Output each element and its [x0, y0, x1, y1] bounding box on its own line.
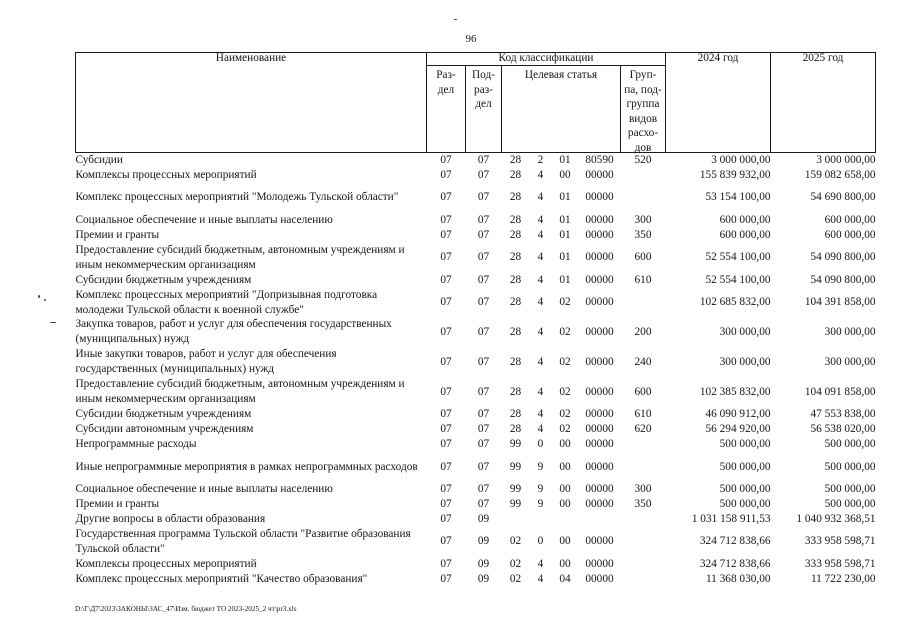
row-expense-group-code [621, 527, 666, 557]
row-target-element-code: 01 [559, 273, 571, 286]
row-target-direction-code: 00000 [585, 535, 614, 548]
table-row [76, 317, 876, 347]
row-subsection-code: 09 [477, 512, 490, 525]
scan-speck [50, 322, 56, 323]
row-subsection-code: 09 [477, 557, 490, 570]
row-target-direction-code: 00000 [585, 213, 614, 226]
row-amount-2024: 500 000,00 [719, 482, 771, 495]
row-section-code: 07 [440, 497, 452, 510]
row-name: Комплекс процессных мероприятий "Допризывная подготовка молодежи Тульской области к военной службе" [75, 288, 378, 316]
row-target-element-code: 02 [559, 423, 571, 436]
row-target-direction-code: 00000 [585, 296, 614, 309]
column-header-2024-label: 2024 год [697, 52, 739, 64]
row-expense-group-code: 610 [634, 273, 652, 286]
row-name: Государственная программа Тульской области "Развитие образования Тульской области" [75, 527, 411, 555]
row-amount-2025: 500 000,00 [824, 482, 876, 495]
row-subsection-code: 07 [477, 251, 490, 264]
row-target-element-type-code: 4 [537, 228, 544, 241]
row-target-element-type-code: 4 [537, 168, 544, 181]
row-amount-2025: 333 958 598,71 [804, 557, 876, 570]
row-expense-group-code: 350 [634, 497, 652, 510]
row-section-code: 07 [440, 460, 452, 473]
row-target-element-code: 02 [559, 385, 571, 398]
row-target-program-code: 28 [509, 168, 522, 181]
table-row [76, 347, 876, 377]
row-target-element-code: 00 [559, 535, 571, 548]
row-target-element-type-code: 4 [537, 423, 544, 436]
column-header-subsection [466, 66, 502, 153]
table-row [76, 377, 876, 407]
row-target-program-code: 28 [509, 423, 522, 436]
row-subsection-code: 07 [477, 482, 490, 495]
row-name: Социальное обеспечение и иные выплаты населению [75, 482, 333, 495]
table-row [76, 422, 876, 437]
row-target-direction-code: 00000 [585, 572, 614, 585]
row-amount-2024: 11 368 030,00 [705, 572, 771, 585]
row-section-code: 07 [440, 557, 452, 570]
row-target-element-type-code: 4 [537, 408, 544, 421]
row-target-direction-code: 00000 [585, 273, 614, 286]
row-target-element-type-code: 4 [537, 572, 544, 585]
row-target-element-type-code: 2 [537, 154, 544, 166]
row-amount-2024: 52 554 100,00 [705, 273, 771, 286]
row-expense-group-code: 600 [634, 251, 652, 264]
row-target-program-code: 28 [509, 228, 522, 241]
row-section-code: 07 [440, 228, 452, 241]
row-target-element-code: 01 [559, 228, 571, 241]
row-name: Комплексы процессных мероприятий [75, 557, 257, 570]
row-target-program-code: 02 [509, 572, 522, 585]
row-target-direction-code: 00000 [585, 168, 614, 181]
row-name: Другие вопросы в области образования [75, 512, 266, 525]
scan-speck [38, 295, 40, 298]
row-amount-2024: 1 031 158 911,53 [691, 512, 771, 525]
row-expense-group-code [621, 512, 666, 527]
row-name: Комплекс процессных мероприятий "Качество образования" [75, 572, 368, 585]
row-subsection-code: 07 [477, 296, 490, 309]
row-target-element-type-code: 4 [537, 385, 544, 398]
row-subsection-code: 09 [477, 572, 490, 585]
row-name: Субсидии автономным учреждениям [75, 423, 254, 436]
row-section-code: 07 [440, 355, 452, 368]
table-row [76, 437, 876, 452]
row-amount-2024: 500 000,00 [719, 460, 771, 473]
row-section-code: 07 [440, 423, 452, 436]
row-amount-2024: 300 000,00 [719, 355, 771, 368]
row-target-direction-code: 00000 [585, 557, 614, 570]
row-target-element-type-code: 4 [537, 355, 544, 368]
table-row [76, 407, 876, 422]
row-expense-group-code: 350 [634, 228, 652, 241]
row-target-direction-code: 00000 [585, 497, 614, 510]
row-amount-2024: 324 712 838,66 [699, 557, 771, 570]
row-target-direction-code: 80590 [585, 154, 614, 166]
row-name: Субсидии бюджетным учреждениям [75, 408, 252, 421]
table-row [76, 213, 876, 228]
row-subsection-code: 07 [477, 325, 490, 338]
row-amount-2025: 54 090 800,00 [810, 251, 876, 264]
scan-speck [44, 299, 46, 301]
row-amount-2024: 102 385 832,00 [699, 385, 771, 398]
row-section-code: 07 [440, 168, 452, 181]
row-section-code: 07 [440, 512, 452, 525]
row-amount-2024: 500 000,00 [719, 497, 771, 510]
table-row [76, 572, 876, 587]
row-target-element-code [552, 512, 579, 527]
row-amount-2025: 11 722 230,00 [810, 572, 876, 585]
row-section-code: 07 [440, 191, 452, 204]
row-name: Премии и гранты [75, 228, 160, 241]
row-target-element-type-code: 0 [537, 535, 544, 548]
row-amount-2025: 56 538 020,00 [810, 423, 876, 436]
table-body [76, 153, 876, 587]
table-row [76, 482, 876, 497]
row-target-element-code: 00 [559, 557, 571, 570]
row-subsection-code: 07 [477, 438, 490, 451]
row-amount-2024: 600 000,00 [719, 213, 771, 226]
row-amount-2025: 300 000,00 [824, 325, 876, 338]
row-target-direction-code: 00000 [585, 228, 614, 241]
row-amount-2025: 333 958 598,71 [804, 535, 876, 548]
column-header-section [427, 66, 466, 153]
row-name: Премии и гранты [75, 497, 160, 510]
row-amount-2024: 300 000,00 [719, 325, 771, 338]
table-row [76, 243, 876, 273]
table-row [76, 512, 876, 527]
row-section-code: 07 [440, 438, 452, 451]
row-amount-2024: 155 839 932,00 [699, 168, 771, 181]
row-target-element-type-code: 4 [537, 325, 544, 338]
budget-table [75, 52, 876, 587]
column-header-expense-group [621, 66, 666, 153]
row-amount-2024: 53 154 100,00 [705, 191, 771, 204]
row-target-element-code: 02 [559, 355, 571, 368]
row-target-direction-code: 00000 [585, 191, 614, 204]
row-target-program-code: 02 [509, 557, 522, 570]
row-amount-2025: 500 000,00 [824, 497, 876, 510]
row-target-direction-code: 00000 [585, 408, 614, 421]
row-expense-group-code: 600 [634, 385, 652, 398]
row-target-direction-code: 00000 [585, 423, 614, 436]
row-name: Предоставление субсидий бюджетным, автономным учреждениям и иным некоммерческим организациям [75, 243, 405, 271]
row-section-code: 07 [440, 154, 452, 166]
row-amount-2024: 324 712 838,66 [699, 535, 771, 548]
row-name: Иные непрограммные мероприятия в рамках непрограммных расходов [75, 460, 418, 473]
row-subsection-code: 07 [477, 408, 490, 421]
row-target-element-type-code: 0 [537, 438, 544, 451]
row-subsection-code: 07 [477, 191, 490, 204]
row-target-element-code: 01 [559, 154, 571, 166]
row-name: Непрограммные расходы [75, 438, 197, 451]
row-expense-group-code [621, 437, 666, 452]
row-target-direction-code: 00000 [585, 438, 614, 451]
row-expense-group-code [621, 288, 666, 318]
row-target-program-code: 28 [509, 325, 522, 338]
row-amount-2025: 3 000 000,00 [816, 154, 876, 166]
row-section-code: 07 [440, 385, 452, 398]
row-target-element-code: 02 [559, 325, 571, 338]
row-amount-2024: 52 554 100,00 [705, 251, 771, 264]
row-expense-group-code [621, 183, 666, 213]
row-amount-2024: 600 000,00 [719, 228, 771, 241]
row-target-program-code: 28 [509, 154, 522, 166]
row-name: Социальное обеспечение и иные выплаты населению [75, 213, 333, 226]
column-header-2025 [771, 53, 876, 153]
row-subsection-code: 07 [477, 154, 490, 166]
row-target-element-type-code: 4 [537, 557, 544, 570]
row-section-code: 07 [440, 408, 452, 421]
row-target-program-code: 99 [509, 497, 522, 510]
scan-speck [454, 19, 457, 20]
row-target-element-code: 01 [559, 213, 571, 226]
column-header-name-label: Наименование [215, 52, 287, 64]
row-subsection-code: 07 [477, 460, 490, 473]
column-header-name [76, 53, 427, 153]
row-amount-2025: 500 000,00 [824, 460, 876, 473]
row-target-element-type-code: 4 [537, 251, 544, 264]
table-header [76, 53, 876, 153]
row-target-direction-code: 00000 [585, 482, 614, 495]
column-header-expense-group-label: Груп- па, под- группа видов расхо- дов [624, 69, 662, 154]
row-expense-group-code: 620 [634, 423, 652, 436]
column-header-subsection-label: Под- раз- дел [472, 69, 495, 111]
row-target-element-type-code: 9 [537, 460, 544, 473]
row-expense-group-code: 610 [634, 408, 652, 421]
row-target-element-code: 00 [559, 460, 571, 473]
row-name: Иные закупки товаров, работ и услуг для обеспечения государственных (муниципальных) нужд [75, 348, 337, 376]
row-amount-2024: 46 090 912,00 [705, 408, 771, 421]
row-target-element-type-code: 4 [537, 213, 544, 226]
row-target-element-code: 04 [559, 572, 571, 585]
row-target-program-code: 28 [509, 213, 522, 226]
table-row [76, 497, 876, 512]
row-target-direction-code: 00000 [585, 385, 614, 398]
row-amount-2024: 3 000 000,00 [711, 154, 771, 166]
row-target-element-type-code: 4 [537, 296, 544, 309]
row-target-program-code: 28 [509, 191, 522, 204]
column-header-2024 [666, 53, 771, 153]
column-header-target-item [502, 66, 621, 153]
table-row [76, 273, 876, 288]
row-amount-2025: 104 391 858,00 [804, 296, 876, 309]
row-target-direction-code: 00000 [585, 355, 614, 368]
row-target-element-type-code: 9 [537, 482, 544, 495]
row-subsection-code: 07 [477, 273, 490, 286]
row-target-program-code: 28 [509, 251, 522, 264]
row-expense-group-code [621, 452, 666, 482]
row-target-element-code: 02 [559, 296, 571, 309]
row-expense-group-code [621, 557, 666, 572]
row-subsection-code: 07 [477, 355, 490, 368]
column-header-section-label: Раз- дел [436, 69, 456, 96]
row-expense-group-code: 300 [634, 482, 652, 495]
column-header-2025-label: 2025 год [802, 52, 844, 64]
row-subsection-code: 07 [477, 385, 490, 398]
row-target-program-code: 02 [509, 535, 522, 548]
row-section-code: 07 [440, 251, 452, 264]
row-amount-2024: 500 000,00 [719, 438, 771, 451]
table-row [76, 183, 876, 213]
row-amount-2025: 54 690 800,00 [810, 191, 876, 204]
row-target-direction-code: 00000 [585, 325, 614, 338]
table-row [76, 557, 876, 572]
row-target-program-code: 28 [509, 385, 522, 398]
column-header-classification-code [427, 53, 666, 66]
row-name: Субсидии [75, 154, 123, 166]
row-amount-2025: 300 000,00 [824, 355, 876, 368]
row-section-code: 07 [440, 325, 452, 338]
footer-file-path: D:\Г\Д7\2023\ЗАКОНЫ\ЗАС_47\Изм. бюджет ТО 2023-2025_2 чт\pr3.xls [75, 605, 297, 613]
row-target-element-code: 02 [559, 408, 571, 421]
row-amount-2024: 102 685 832,00 [699, 296, 771, 309]
row-amount-2025: 47 553 838,00 [810, 408, 876, 421]
row-target-direction-code: 00000 [585, 251, 614, 264]
row-name: Субсидии бюджетным учреждениям [75, 273, 252, 286]
row-target-element-code: 00 [559, 438, 571, 451]
table-row [76, 153, 876, 168]
row-target-direction-code: 00000 [585, 460, 614, 473]
row-target-element-code: 00 [559, 497, 571, 510]
table-row [76, 288, 876, 318]
row-subsection-code: 07 [477, 423, 490, 436]
row-target-element-type-code: 4 [537, 273, 544, 286]
table-row [76, 168, 876, 183]
row-target-program-code: 99 [509, 438, 522, 451]
row-section-code: 07 [440, 482, 452, 495]
column-header-target-item-label: Целевая статья [524, 69, 598, 81]
row-subsection-code: 07 [477, 213, 490, 226]
table-row [76, 527, 876, 557]
row-name: Комплексы процессных мероприятий [75, 168, 257, 181]
row-target-program-code: 99 [509, 460, 522, 473]
row-target-element-type-code [530, 512, 552, 527]
row-target-element-type-code: 4 [537, 191, 544, 204]
row-expense-group-code: 520 [634, 154, 652, 166]
row-section-code: 07 [440, 273, 452, 286]
row-target-program-code: 28 [509, 355, 522, 368]
row-expense-group-code: 240 [634, 355, 652, 368]
page-number: 96 [465, 33, 477, 45]
row-target-program-code: 28 [509, 296, 522, 309]
row-expense-group-code [621, 168, 666, 183]
row-amount-2025: 600 000,00 [824, 228, 876, 241]
row-target-program-code [502, 512, 530, 527]
row-expense-group-code [621, 572, 666, 587]
row-target-direction-code [579, 512, 621, 527]
row-amount-2025: 104 091 858,00 [804, 385, 876, 398]
row-name: Закупка товаров, работ и услуг для обеспечения государственных (муниципальных) нужд [75, 318, 392, 346]
table-row [76, 452, 876, 482]
row-section-code: 07 [440, 213, 452, 226]
row-target-element-code: 00 [559, 168, 571, 181]
row-section-code: 07 [440, 535, 452, 548]
row-amount-2024: 56 294 920,00 [705, 423, 771, 436]
row-subsection-code: 07 [477, 228, 490, 241]
row-target-element-code: 01 [559, 191, 571, 204]
header-row-top [76, 53, 876, 66]
row-section-code: 07 [440, 572, 452, 585]
row-target-program-code: 28 [509, 273, 522, 286]
row-target-element-code: 00 [559, 482, 571, 495]
row-amount-2025: 600 000,00 [824, 213, 876, 226]
row-target-element-type-code: 9 [537, 497, 544, 510]
row-amount-2025: 159 082 658,00 [804, 168, 876, 181]
row-amount-2025: 500 000,00 [824, 438, 876, 451]
row-subsection-code: 09 [477, 535, 490, 548]
row-target-program-code: 99 [509, 482, 522, 495]
row-expense-group-code: 200 [634, 325, 652, 338]
row-name: Предоставление субсидий бюджетным, автономным учреждениям и иным некоммерческим организациям [75, 378, 405, 406]
row-amount-2025: 54 090 800,00 [810, 273, 876, 286]
row-target-element-code: 01 [559, 251, 571, 264]
column-header-classification-code-label: Код классификации [498, 52, 594, 64]
row-expense-group-code: 300 [634, 213, 652, 226]
row-amount-2025: 1 040 932 368,51 [796, 512, 876, 525]
row-subsection-code: 07 [477, 168, 490, 181]
row-section-code: 07 [440, 296, 452, 309]
table-row [76, 228, 876, 243]
row-name: Комплекс процессных мероприятий "Молодежь Тульской области" [75, 191, 399, 204]
row-subsection-code: 07 [477, 497, 490, 510]
row-target-program-code: 28 [509, 408, 522, 421]
